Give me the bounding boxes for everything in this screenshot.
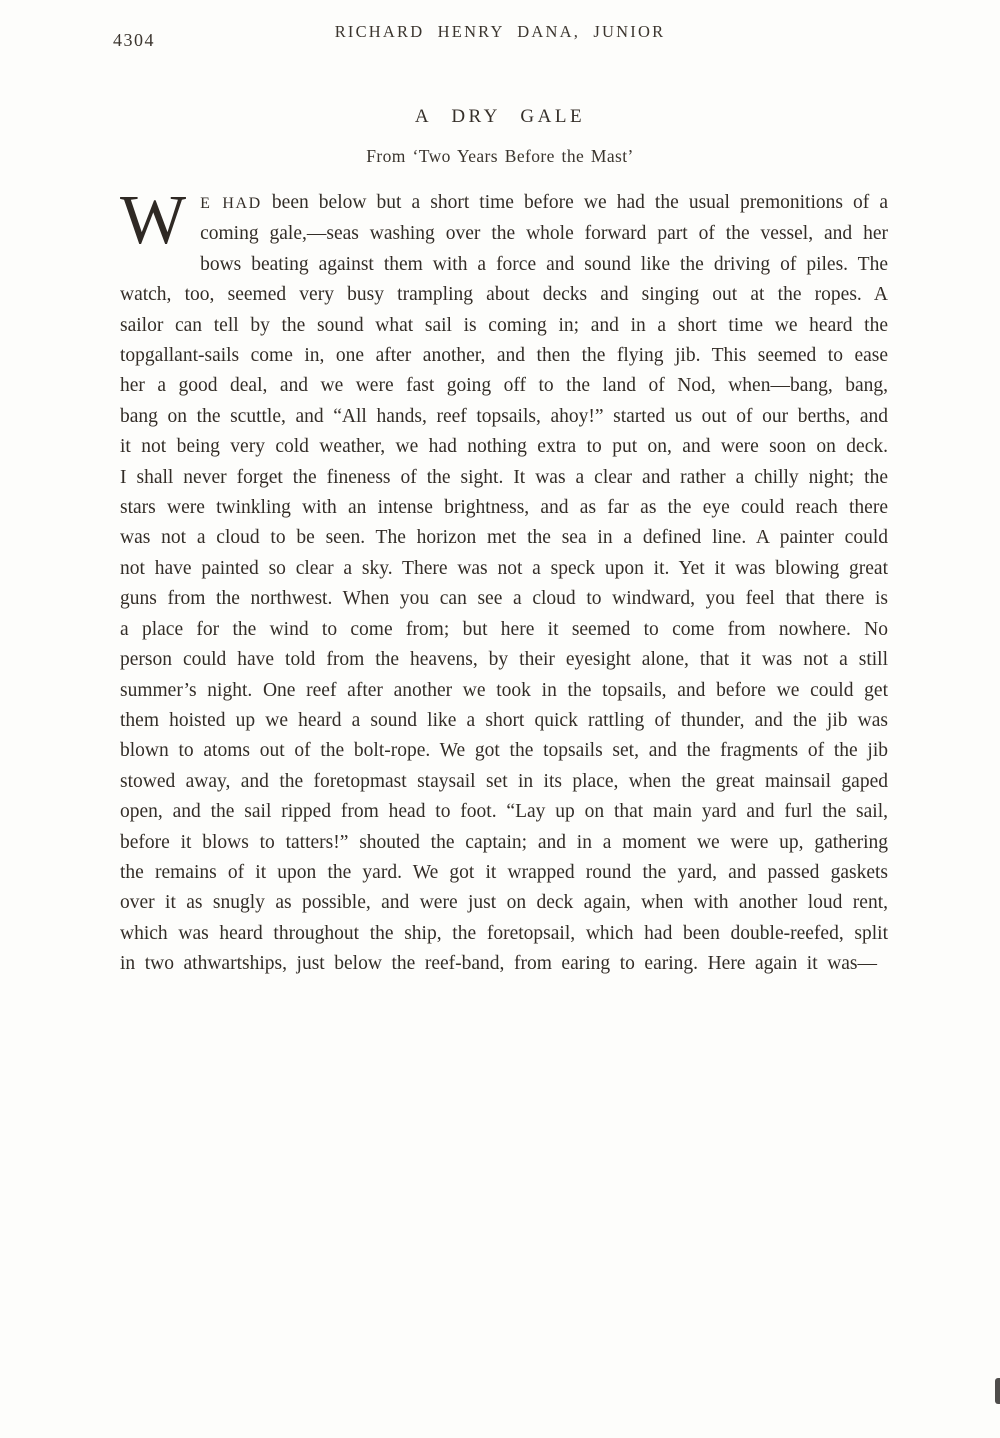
drop-cap: W [120,182,187,259]
body-text: been below but a short time before we had the usual premonitions of a coming gale,—seas washing over the whole forward part of the vessel, and her bows beating against them with a force and sound like the driving of piles. The watch, too, seemed very busy trampling about decks and singing out at the ropes. A sailor can tell by the sound what sail is coming in; and in a short time we heard the topgallant-sails come in, one after another, and then the flying jib. This seemed to ease her a good deal, and we were fast going off to the land of Nod, when—bang, bang, bang on the scuttle, and “All hands, reef topsails, ahoy!” started us out of our berths, and it not being very cold weather, we had nothing extra to put on, and were soon on deck. I shall never forget the fineness of the sight. It was a clear and rather a chilly night; the stars were twinkling with an intense brightness, and as far as the eye could reach there was not a cloud to be seen. The horizon met the sea in a defined line. A painter could not have painted so clear a sky. There was not a speck upon it. Yet it was blowing great guns from the northwest. When you can see a cloud to windward, you feel that there is a place for the wind to come from; but here it seemed to come from nowhere. No person could have told from the heavens, by their eyesight alone, that it was not a still summer’s night. One reef after another we took in the topsails, and before we could get them hoisted up we heard a sound like a short quick rattling of thunder, and the jib was blown to atoms out of the bolt-rope. We got the topsails set, and the fragments of the jib stowed away, and the foretopmast staysail set in its place, when the great mainsail gaped open, and the sail ripped from head to foot. “Lay up on that main yard and furl the sail, before it blows to tatters!” shouted the captain; and in a moment we were up, gathering the remains of it upon the yard. We got it wrapped round the yard, and passed gaskets over it as snugly as possible, and were just on deck again, when with another loud rent, which was heard throughout the ship, the foretopsail, which had been double-reefed, split in two athwartships, just below the reef-band, from earing to earing. Here again it was— [120,192,888,975]
body-paragraph [120,182,888,980]
article-title: A DRY GALE [414,106,586,127]
page-number: 4304 [113,30,155,50]
article-source-line: From ‘Two Years Before the Mast’ [366,146,634,166]
page-header [0,20,1000,50]
scan-edge-artifact [995,1378,1000,1404]
running-header: RICHARD HENRY DANA, JUNIOR [334,22,666,41]
lead-in-small-caps: E HAD [200,195,262,212]
